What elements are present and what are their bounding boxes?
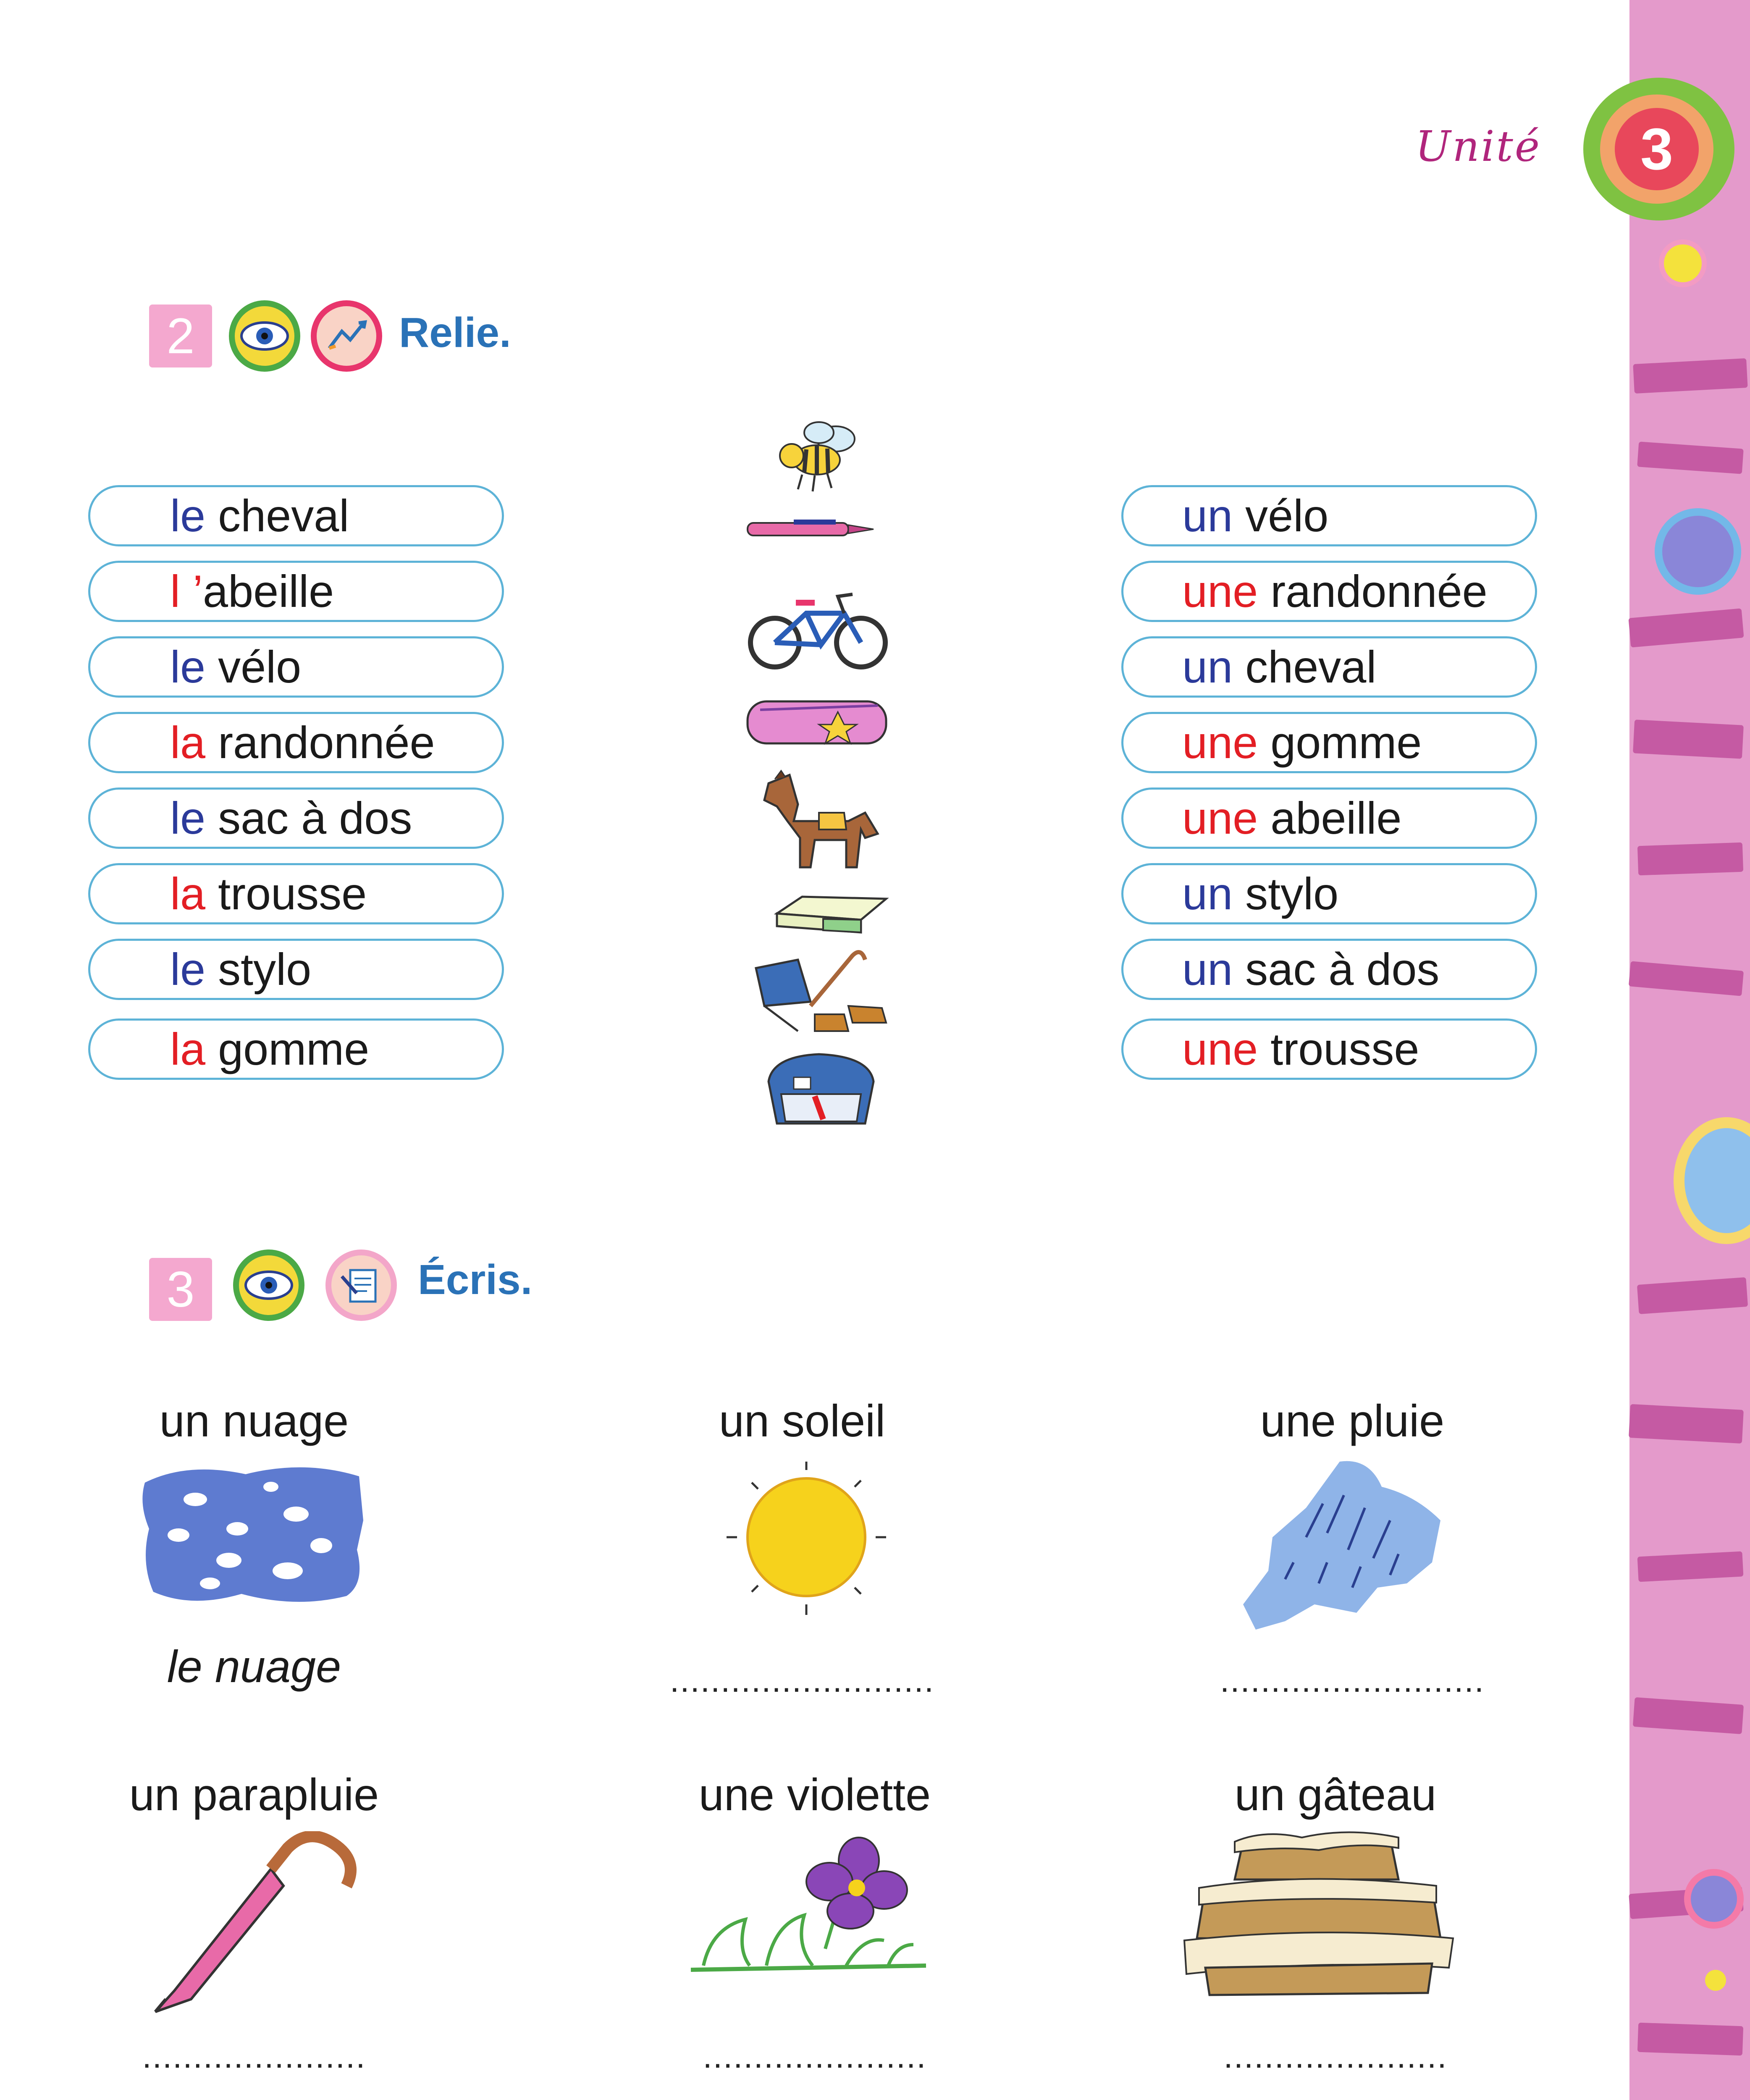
eraser-picture[interactable] (773, 890, 890, 937)
hiking-gear-picture[interactable] (748, 943, 899, 1040)
stripe (1637, 843, 1743, 876)
exercise-number: 2 (149, 304, 212, 368)
yellow-dot (1705, 1970, 1726, 1991)
stripe (1633, 1697, 1744, 1734)
article: un (1182, 868, 1233, 919)
eye-icon (233, 1250, 304, 1321)
stripe (1633, 358, 1747, 394)
article: une (1182, 793, 1258, 843)
rain-picture (1231, 1453, 1449, 1638)
stripe (1628, 608, 1744, 647)
horse-picture[interactable] (752, 766, 886, 876)
noun: gomme (218, 1024, 370, 1074)
exercise-number: 3 (149, 1258, 212, 1321)
stripe (1637, 2023, 1743, 2056)
noun: randonnée (1270, 566, 1488, 617)
answer-line[interactable]: .......................... (670, 1662, 934, 1699)
unit-label: Unité (1415, 122, 1542, 171)
left-word-item[interactable] (88, 939, 504, 1000)
article: un (1182, 641, 1233, 692)
article: une (1182, 1024, 1258, 1074)
word-label: un nuage (159, 1395, 349, 1446)
noun: abeille (203, 566, 334, 617)
violet-picture (687, 1831, 930, 1982)
stripe (1637, 1277, 1748, 1314)
stripe (1633, 719, 1744, 759)
noun: stylo (218, 944, 312, 995)
noun: trousse (1270, 1024, 1419, 1074)
pen-picture[interactable] (739, 514, 878, 544)
article: un (1182, 944, 1233, 995)
stripe (1637, 1551, 1744, 1582)
article: une (1182, 717, 1258, 768)
noun: abeille (1270, 793, 1402, 843)
noun: gomme (1270, 717, 1422, 768)
article: le (170, 490, 206, 541)
cloud-picture (136, 1457, 372, 1609)
writing-icon (325, 1250, 397, 1321)
article: la (170, 1024, 206, 1074)
umbrella-picture (145, 1831, 388, 2020)
article: une (1182, 566, 1258, 617)
pencil-case-picture[interactable] (743, 689, 895, 752)
cake-picture (1180, 1829, 1457, 1997)
article: le (170, 793, 206, 843)
word-label: un parapluie (129, 1769, 379, 1820)
connect-arrows-icon (311, 300, 382, 372)
backpack-picture[interactable] (756, 1048, 886, 1132)
right-word-item[interactable] (1121, 939, 1537, 1000)
word-label: une violette (698, 1769, 931, 1820)
word-label: un gâteau (1234, 1769, 1437, 1820)
bicycle-picture[interactable] (748, 582, 890, 674)
right-word-item[interactable] (1121, 1018, 1537, 1080)
noun: sac à dos (218, 793, 412, 843)
stripe (1629, 961, 1744, 996)
article: l ’ (170, 566, 203, 617)
blue-ring (1655, 508, 1741, 595)
stripe (1637, 441, 1744, 474)
noun: stylo (1245, 868, 1339, 919)
noun: trousse (218, 868, 367, 919)
stripe (1629, 1404, 1744, 1444)
answer-line[interactable]: ...................... (703, 2037, 927, 2075)
decorative-side-strip (1629, 0, 1750, 2100)
right-word-item[interactable] (1121, 636, 1537, 698)
answer-line[interactable]: ...................... (1223, 2037, 1448, 2075)
unit-badge (1583, 78, 1734, 220)
article: la (170, 717, 206, 768)
right-word-item[interactable] (1121, 561, 1537, 622)
answer-line[interactable]: .......................... (1220, 1662, 1485, 1699)
article: un (1182, 490, 1233, 541)
noun: randonnée (218, 717, 435, 768)
left-word-item[interactable] (88, 561, 504, 622)
noun: vélo (1245, 490, 1329, 541)
left-word-item[interactable] (88, 788, 504, 849)
unit-number: 3 (1615, 108, 1699, 190)
yellow-dot (1659, 239, 1707, 287)
right-word-item[interactable] (1121, 788, 1537, 849)
answer-text: le nuage (167, 1641, 341, 1692)
right-word-item[interactable] (1121, 712, 1537, 773)
article: le (170, 944, 206, 995)
exercise-title: Relie. (399, 309, 511, 356)
sun-picture (710, 1453, 895, 1621)
right-word-item[interactable] (1121, 863, 1537, 924)
right-word-item[interactable] (1121, 485, 1537, 546)
word-label: une pluie (1260, 1395, 1445, 1446)
answer-line[interactable]: ...................... (142, 2037, 366, 2075)
orange-ring (1674, 1117, 1750, 1244)
noun: cheval (1245, 641, 1377, 692)
article: la (170, 868, 206, 919)
noun: cheval (218, 490, 349, 541)
eye-icon (229, 300, 300, 372)
left-word-item[interactable] (88, 485, 504, 546)
left-word-item[interactable] (88, 1018, 504, 1080)
word-label: un soleil (719, 1395, 886, 1446)
left-word-item[interactable] (88, 636, 504, 698)
bee-picture[interactable] (773, 416, 861, 500)
article: le (170, 641, 206, 692)
purple-ring (1684, 1869, 1744, 1929)
left-word-item[interactable] (88, 712, 504, 773)
noun: vélo (218, 641, 302, 692)
exercise-title: Écris. (418, 1256, 533, 1303)
left-word-item[interactable] (88, 863, 504, 924)
noun: sac à dos (1245, 944, 1440, 995)
